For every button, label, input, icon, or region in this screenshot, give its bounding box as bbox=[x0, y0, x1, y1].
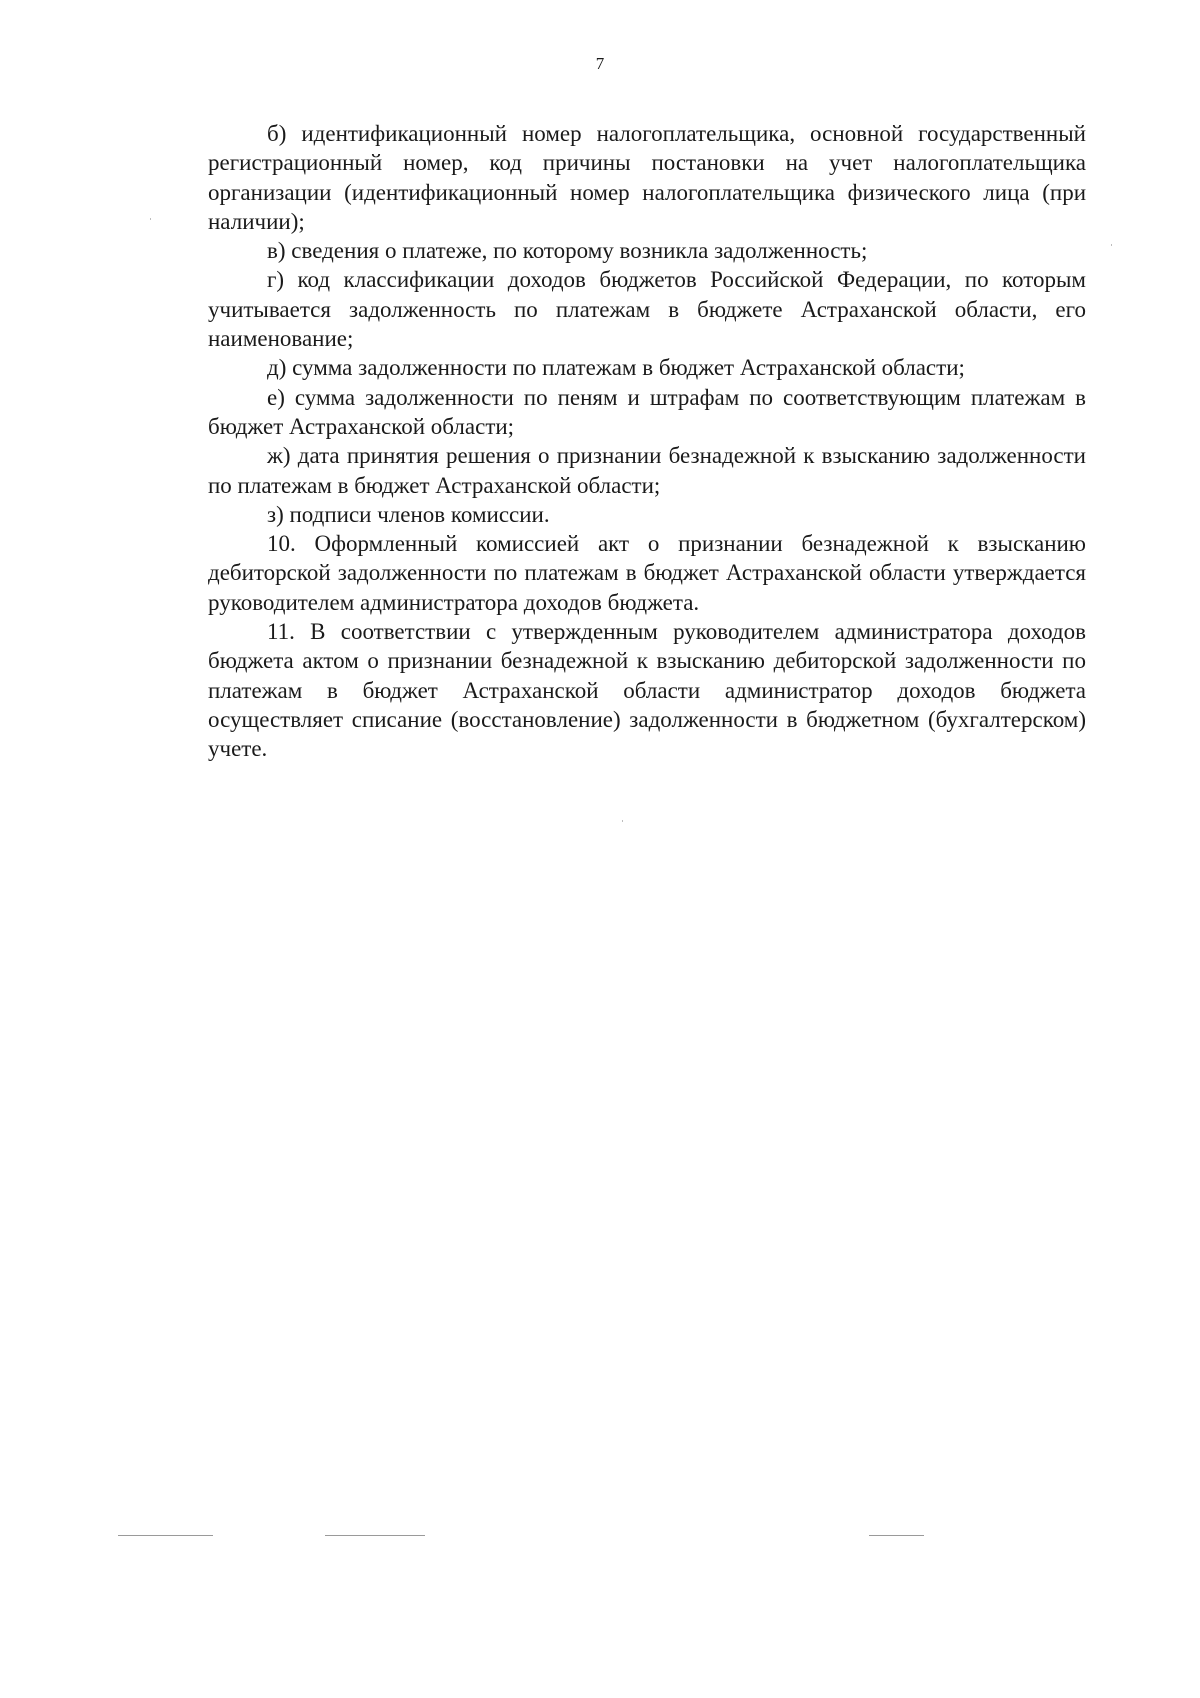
paragraph-10: 10. Оформленный комиссией акт о признании безнадежной к взысканию дебиторской задолженности по платежам в бюджет Астраханской области утверждается руководителем администратора доходов бюджета. bbox=[208, 531, 1086, 615]
paragraph-zh: ж) дата принятия решения о признании безнадежной к взысканию задолженности по платежам в бюджет Астраханской области; bbox=[208, 443, 1086, 498]
paragraph-d: д) сумма задолженности по платежам в бюджет Астраханской области; bbox=[267, 355, 965, 381]
paragraph-b: б) идентификационный номер налогоплательщика, основной государственный регистрационный номер, код причины постановки на учет налогоплательщика организации (идентификационный номер налогоплательщика физического лица (при наличии); bbox=[208, 121, 1086, 234]
scan-artifact bbox=[622, 820, 623, 822]
scan-artifact bbox=[1111, 244, 1112, 246]
paragraph-z: з) подписи членов комиссии. bbox=[267, 501, 550, 527]
paragraph-11: 11. В соответствии с утвержденным руководителем администратора доходов бюджета актом о признании безнадежной к взысканию дебиторской задолженности по платежам в бюджет Астраханской области администратор доходов бюджета осуществляет списание (восстановление) задолженности в бюджетном (бухгалтерском) учете. bbox=[208, 619, 1086, 762]
scan-artifact bbox=[150, 218, 151, 220]
paragraph-v: в) сведения о платеже, по которому возникла задолженность; bbox=[267, 238, 868, 264]
page-number: 7 bbox=[595, 54, 605, 73]
paragraph-e: е) сумма задолженности по пеням и штрафам по соответствующим платежам в бюджет Астраханской области; bbox=[208, 384, 1086, 439]
scan-artifact bbox=[869, 1535, 924, 1536]
document-body bbox=[208, 119, 1086, 764]
scan-artifact bbox=[118, 1535, 213, 1536]
scan-artifact bbox=[325, 1535, 425, 1536]
paragraph-g: г) код классификации доходов бюджетов Российской Федерации, по которым учитывается задолженность по платежам в бюджете Астраханской области, его наименование; bbox=[208, 267, 1086, 352]
